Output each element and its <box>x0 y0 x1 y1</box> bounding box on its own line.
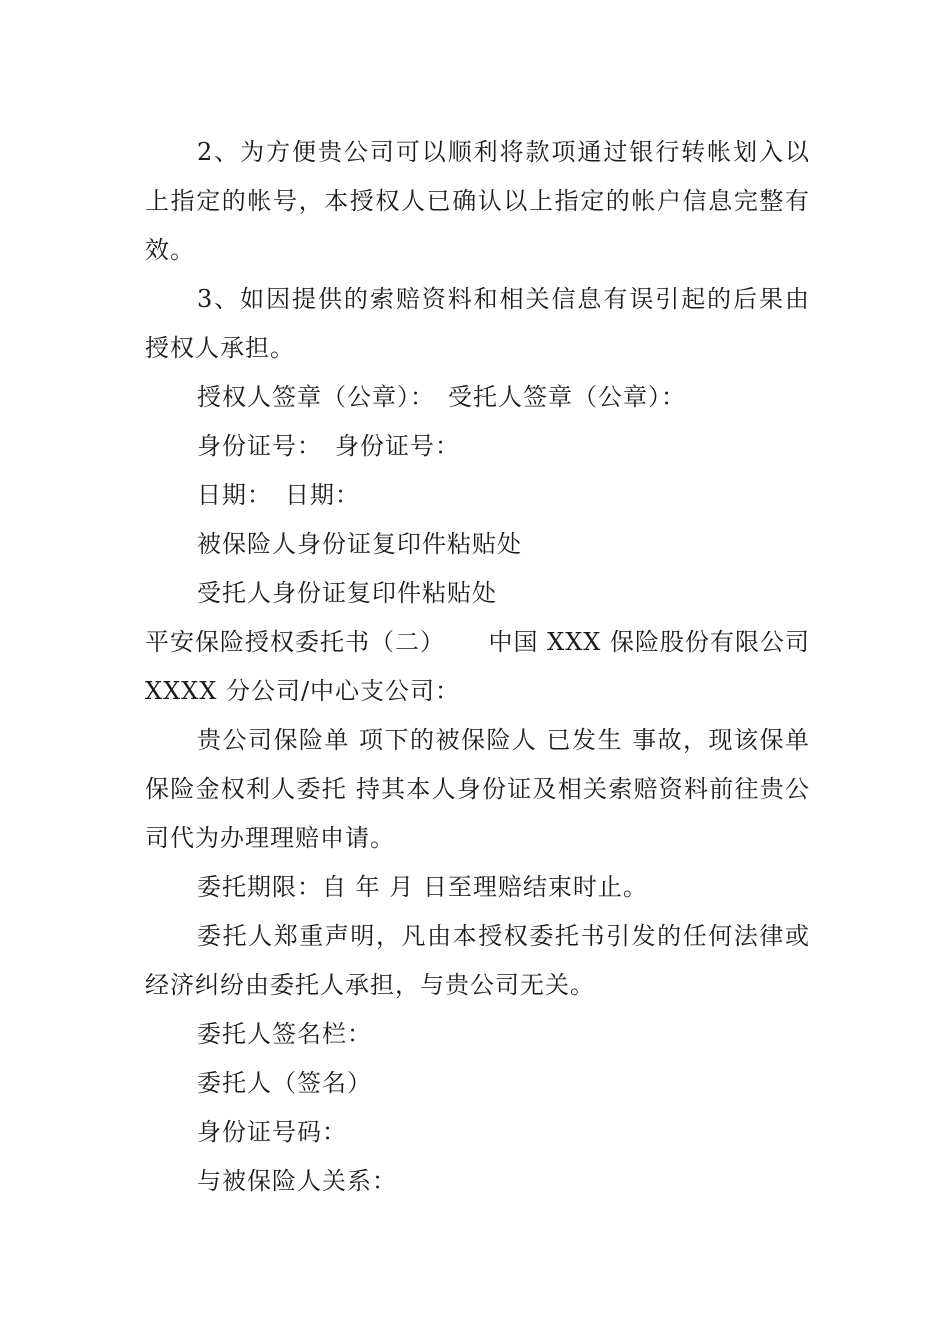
id-number-label: 身份证号码： <box>197 1118 347 1146</box>
signature-seal-line: 授权人签章（公章）： 受托人签章（公章）： <box>197 383 686 411</box>
paragraph-bank-transfer: 2、为方便贵公司可以顺利将款项通过银行转帐划入以上指定的帐号，本授权人已确认以上指定的帐户信息完整有效。 <box>145 138 810 264</box>
paragraph-term: 委托期限：自 年 月 日至理赔结束时止。 <box>197 873 648 901</box>
insured-id-copy-area: 被保险人身份证复印件粘贴处 <box>197 530 522 558</box>
trustee-id-copy-area: 受托人身份证复印件粘贴处 <box>197 579 497 607</box>
relationship-label: 与被保险人关系： <box>197 1167 397 1195</box>
branch-addressee: XXXX 分公司/中心支公司： <box>145 677 461 705</box>
id-number-line: 身份证号： 身份证号： <box>197 432 460 460</box>
paragraph-liability: 3、如因提供的索赔资料和相关信息有误引起的后果由授权人承担。 <box>145 285 810 362</box>
principal-signature-label: 委托人（签名） <box>197 1069 372 1097</box>
document-title-line <box>145 618 810 667</box>
date-line: 日期： 日期： <box>197 481 360 509</box>
document-title: 平安保险授权委托书（二） <box>145 628 445 656</box>
paragraph-claim-request: 贵公司保险单 项下的被保险人 已发生 事故，现该保单保险金权利人委托 持其本人身份证及相关索赔资料前往贵公司代为办理理赔申请。 <box>145 726 810 852</box>
company-name: 中国 XXX 保险股份有限公司 <box>488 628 810 656</box>
signature-section-label: 委托人签名栏： <box>197 1020 372 1048</box>
paragraph-declaration: 委托人郑重声明，凡由本授权委托书引发的任何法律或经济纠纷由委托人承担，与贵公司无关。 <box>145 922 810 999</box>
document-body <box>145 128 810 1206</box>
